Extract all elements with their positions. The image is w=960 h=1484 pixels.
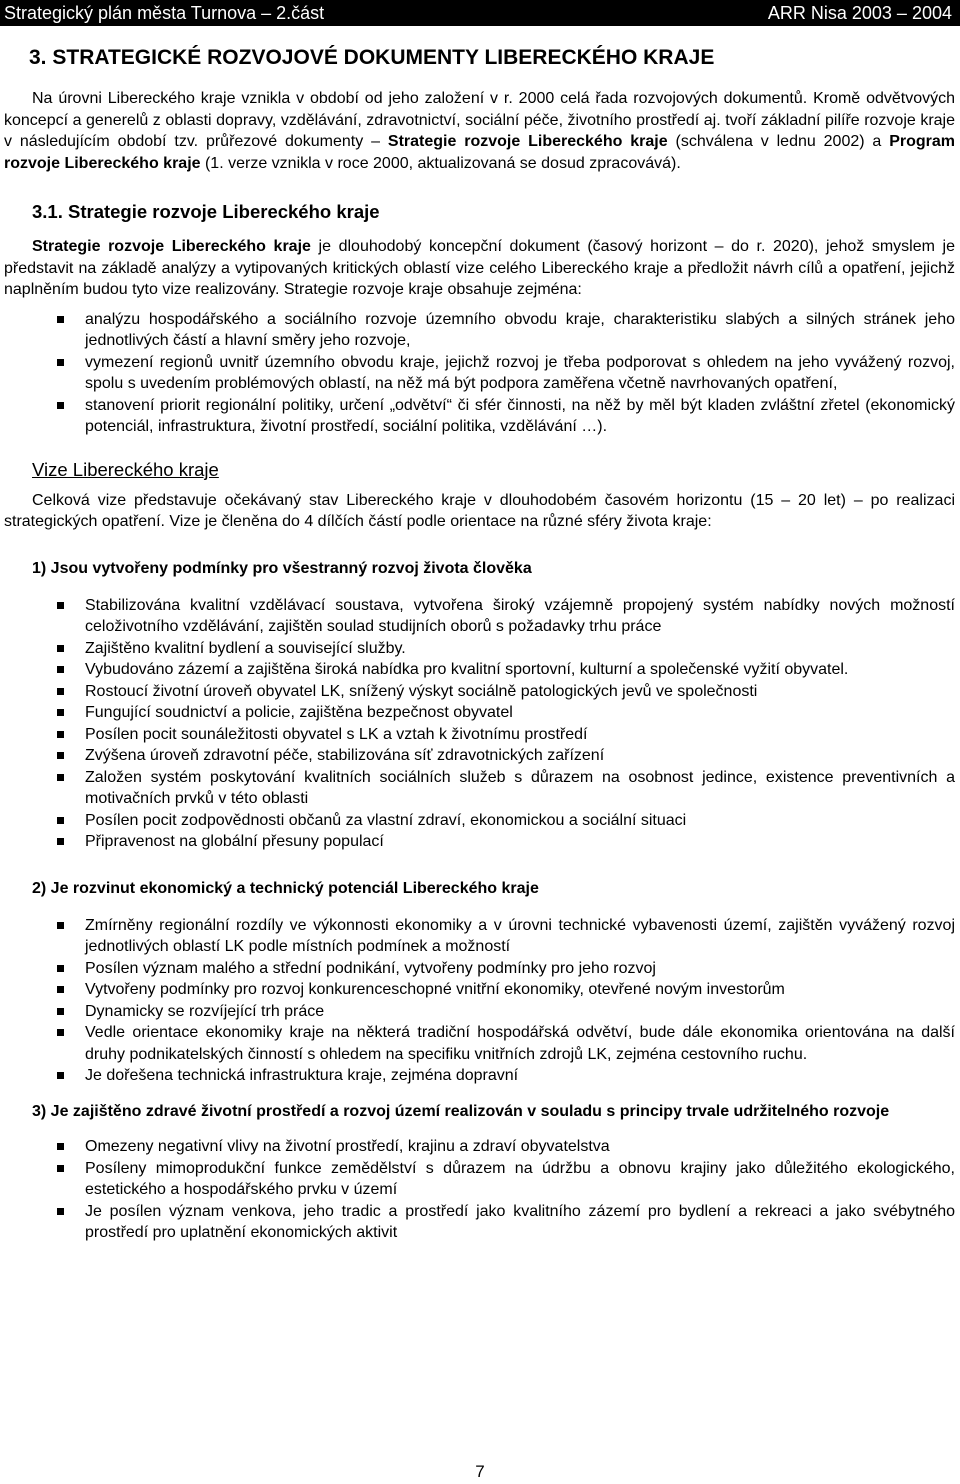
vize-part2-list — [4, 915, 955, 1087]
list-item: Dynamicky se rozvíjející trh práce — [4, 1001, 955, 1023]
intro-text-c: (schválena v lednu 2002) a — [667, 133, 890, 150]
list-item: Zajištěno kvalitní bydlení a související služby. — [4, 638, 955, 660]
list-item: Zmírněny regionální rozdíly ve výkonnosti ekonomiky a v úrovni technické vybavenosti území, zajištěn vyvážený rozvoj jednotlivých oblastí LK podle místních podmínek a možností — [4, 915, 955, 958]
list-item: Posílen pocit zodpovědnosti občanů za vlastní zdraví, ekonomickou a sociální situaci — [4, 810, 955, 832]
vize-part1-list — [4, 595, 955, 853]
chapter-title: STRATEGICKÉ ROZVOJOVÉ DOKUMENTY LIBERECKÉHO KRAJE — [52, 46, 715, 69]
section-strategy-name: Strategie rozvoje Libereckého kraje — [32, 238, 311, 255]
list-item: Posílen význam malého a střední podnikání, vytvořeny podmínky pro jeho rozvoj — [4, 958, 955, 980]
list-item: Omezeny negativní vlivy na životní prostředí, krajinu a zdraví obyvatelstva — [4, 1136, 955, 1158]
vize-paragraph: Celková vize představuje očekávaný stav Libereckého kraje v dlouhodobém časovém horizontu (15 – 20 let) – po realizaci strategických opatření. Vize je členěna do 4 dílčích částí podle orientace na různé sféry života kraje: — [4, 491, 955, 530]
list-item: Stabilizována kvalitní vzdělávací soustava, vytvořena široký vzájemně propojený systém nabídky nových možností celoživotního vzdělávání, zajištěn soulad studijních oborů s požadavky trhu práce — [4, 595, 955, 638]
section-heading: 3.1. Strategie rozvoje Libereckého kraje — [32, 201, 380, 222]
list-item: Vybudováno zázemí a zajištěna široká nabídka pro kvalitní sportovní, kulturní a společenské vyžití obyvatel. — [4, 659, 955, 681]
list-item: Fungující soudnictví a policie, zajištěna bezpečnost obyvatel — [4, 702, 955, 724]
vize-part2-heading: 2) Je rozvinut ekonomický a technický potenciál Libereckého kraje — [32, 879, 539, 897]
vize-part3-list — [4, 1136, 955, 1244]
list-item: vymezení regionů uvnitř územního obvodu kraje, jejichž rozvoj je třeba podporovat s ohledem na jeho vyvážený rozvoj, spolu s uvedením problémových oblastí, na něž má být podpora zaměřena včetně navrhovaných opatření, — [4, 352, 955, 395]
vize-heading: Vize Libereckého kraje — [32, 458, 219, 480]
intro-text-d: (1. verze vznikla v roce 2000, aktualizovaná se dosud zpracovává). — [200, 154, 681, 172]
document-body — [4, 44, 955, 1244]
vize-part1-heading: 1) Jsou vytvořeny podmínky pro všestranný rozvoj života člověka — [32, 559, 532, 577]
list-item: stanovení priorit regionální politiky, určení „odvětví“ či sfér činnosti, na něž by měl být kladen zvláštní zřetel (ekonomický potenciál, infrastruktura, životní prostředí, sociální politika, vzdělávání …). — [4, 395, 955, 438]
list-item: Posílen pocit sounáležitosti obyvatel s LK a vztah k životnímu prostředí — [4, 724, 955, 746]
intro-strategy-name: Strategie rozvoje Libereckého kraje — [387, 133, 668, 150]
list-item: analýzu hospodářského a sociálního rozvoje územního obvodu kraje, charakteristiku slabých a silných stránek jeho jednotlivých částí a hlavní směry jeho rozvoje, — [4, 309, 955, 352]
page-number: 7 — [475, 1462, 485, 1481]
list-item: Vytvořeny podmínky pro rozvoj konkurenceschopné vnitřní ekonomiky, otevřené novým investorům — [4, 979, 955, 1001]
header-left-title: Strategický plán města Turnova – 2.část — [4, 3, 325, 23]
section-paragraph — [4, 236, 955, 301]
list-item: Připravenost na globální přesuny populací — [4, 831, 955, 853]
list-item: Je dořešena technická infrastruktura kraje, zejména dopravní — [4, 1065, 955, 1087]
list-item: Je posílen význam venkova, jeho tradic a prostředí jako kvalitního zázemí pro bydlení a rekreaci a jako svébytného prostředí pro uplatnění ekonomických aktivit — [4, 1201, 955, 1244]
page-header — [0, 0, 960, 26]
list-item: Založen systém poskytování kvalitních sociálních služeb s důrazem na osobnost jedince, existence preventivních a motivačních prvků v této oblasti — [4, 767, 955, 810]
strategy-contents-list — [4, 309, 955, 438]
header-right-title: ARR Nisa 2003 – 2004 — [767, 3, 952, 23]
list-item: Vedle orientace ekonomiky kraje na některá tradiční hospodářská odvětví, bude dále ekonomika orientována na další druhy podnikatelských činností s ohledem na specifiku vnitřních zdrojů LK, zejména cestovního ruchu. — [4, 1022, 955, 1065]
section-paragraph-text: je dlouhodobý koncepční dokument (časový horizont – do r. 2020), jehož smyslem je představit na základě analýzy a vytipovaných kritických oblastí vize celého Libereckého kraje a předložit návrh cílů a opatření, jejichž naplněním budou tyto vize realizovány. Strategie rozvoje kraje obsahuje zejména: — [4, 238, 956, 298]
vize-part3-heading: 3) Je zajištěno zdravé životní prostředí a rozvoj území realizován v souladu s principy trvale udržitelného rozvoje — [32, 1102, 890, 1120]
intro-text-a: Na úrovni Libereckého kraje vznikla v období od jeho založení v r. 2000 celá řada rozvojových dokumentů. Kromě odvětvových koncepcí a generelů z oblasti dopravy, vzdělávání, zdravotnictví, sociální péče, životního prostředí aj. tvoří základní pilíře rozvoje kraje v následujícím období tzv. průřezové dokumenty – — [4, 90, 955, 150]
chapter-heading — [29, 44, 955, 72]
list-item: Posíleny mimoprodukční funkce zemědělství s důrazem na údržbu a obnovu krajiny jako důležitého ekologického, estetického a hospodářského prvku v území — [4, 1158, 955, 1201]
chapter-intro-paragraph — [4, 88, 955, 174]
intro-program-name: Program rozvoje Libereckého kraje — [4, 133, 956, 172]
chapter-number: 3. — [29, 46, 47, 69]
list-item: Zvýšena úroveň zdravotní péče, stabilizována síť zdravotnických zařízení — [4, 745, 955, 767]
list-item: Rostoucí životní úroveň obyvatel LK, snížený výskyt sociálně patologických jevů ve společnosti — [4, 681, 955, 703]
